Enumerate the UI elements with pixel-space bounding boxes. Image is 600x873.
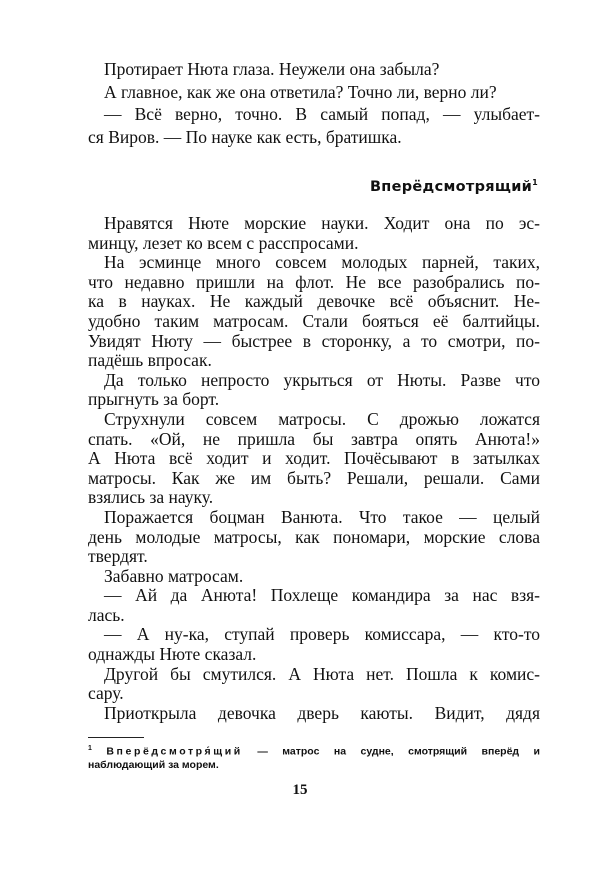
paragraph-line: удобно таким матросам. Стали бояться её балтийцы.: [88, 310, 540, 331]
paragraph-line: минцу, лезет ко всем с расспросами.: [88, 232, 359, 253]
paragraph-line: — А ну-ка, ступай проверь комиссара, — кто-то: [104, 624, 540, 645]
footnote-definition-cont: наблюдающий за морем.: [88, 759, 219, 771]
paragraph-line: Забавно матросам.: [104, 565, 244, 586]
paragraph-line: взялись за науку.: [88, 487, 214, 508]
paragraph-line: Поражается боцман Ванюта. Что такое — целый: [104, 506, 540, 527]
paragraph-line: Увидят Нюту — быстрее в сторонку, а то смотри, по-: [88, 330, 540, 351]
paragraph-line: твердят.: [88, 546, 148, 567]
paragraph-line: Да только непросто укрыться от Нюты. Разве что: [104, 369, 540, 390]
footnote-definition: — матрос на судне, смотрящий вперёд и: [242, 745, 541, 758]
paragraph-line: Нравятся Нюте морские науки. Ходит она по эс-: [104, 213, 540, 233]
paragraph-line: однажды Нюте сказал.: [88, 644, 257, 665]
section-title-text: Вперёдсмотрящий: [369, 178, 533, 195]
paragraph-line: А Нюта всё ходит и ходит. Почёсывают в затылках: [88, 448, 540, 469]
top-text: [88, 58, 540, 148]
section-title: [370, 178, 538, 195]
footnote-term: Вперёдсмотря́щий: [106, 745, 243, 758]
footnote: [88, 742, 540, 773]
paragraph-line: На эсминце много совсем молодых парней, таких,: [104, 252, 540, 273]
footnote-ref: 1: [532, 178, 538, 187]
paragraph-line: А главное, как же она ответила? Точно ли, верно ли?: [104, 81, 497, 102]
paragraph-line: матросы. Как же им быть? Решали, решали. Сами: [88, 467, 540, 488]
paragraph-line: — Ай да Анюта! Похлеще командира за нас взя-: [104, 585, 540, 606]
paragraph-line: ка в науках. Не каждый девочке всё объяснит. Не-: [88, 291, 540, 312]
paragraph-line: Приоткрыла девочка дверь каюты. Видит, дядя: [104, 702, 540, 723]
paragraph-line: падёшь впросак.: [88, 350, 212, 371]
paragraph-line: сару.: [88, 683, 124, 704]
paragraph-line: Струхнули совсем матросы. С дрожью ложатся: [104, 408, 540, 429]
paragraph-line: спать. «Ой, не пришла бы завтра опять Анюта!»: [88, 428, 540, 449]
body-text: [88, 214, 540, 723]
paragraph-line: Другой бы смутился. А Нюта нет. Пошла к комис-: [104, 663, 540, 684]
paragraph-line: ся Виров. — По науке как есть, братишка.: [88, 126, 402, 147]
paragraph-line: что недавно пришли на флот. Не все разобрались по-: [88, 271, 540, 292]
page-number: 15: [292, 782, 308, 798]
paragraph-line: — Всё верно, точно. В самый попад, — улыбает-: [104, 104, 540, 125]
paragraph-line: лась.: [88, 604, 125, 625]
paragraph-line: прыгнуть за борт.: [88, 389, 220, 410]
paragraph-line: день молодые матросы, как пономари, морские слова: [88, 526, 540, 547]
footnote-divider: [88, 737, 144, 738]
footnote-marker: 1: [88, 745, 92, 752]
paragraph-line: Протирает Нюта глаза. Неужели она забыла?: [104, 59, 440, 79]
